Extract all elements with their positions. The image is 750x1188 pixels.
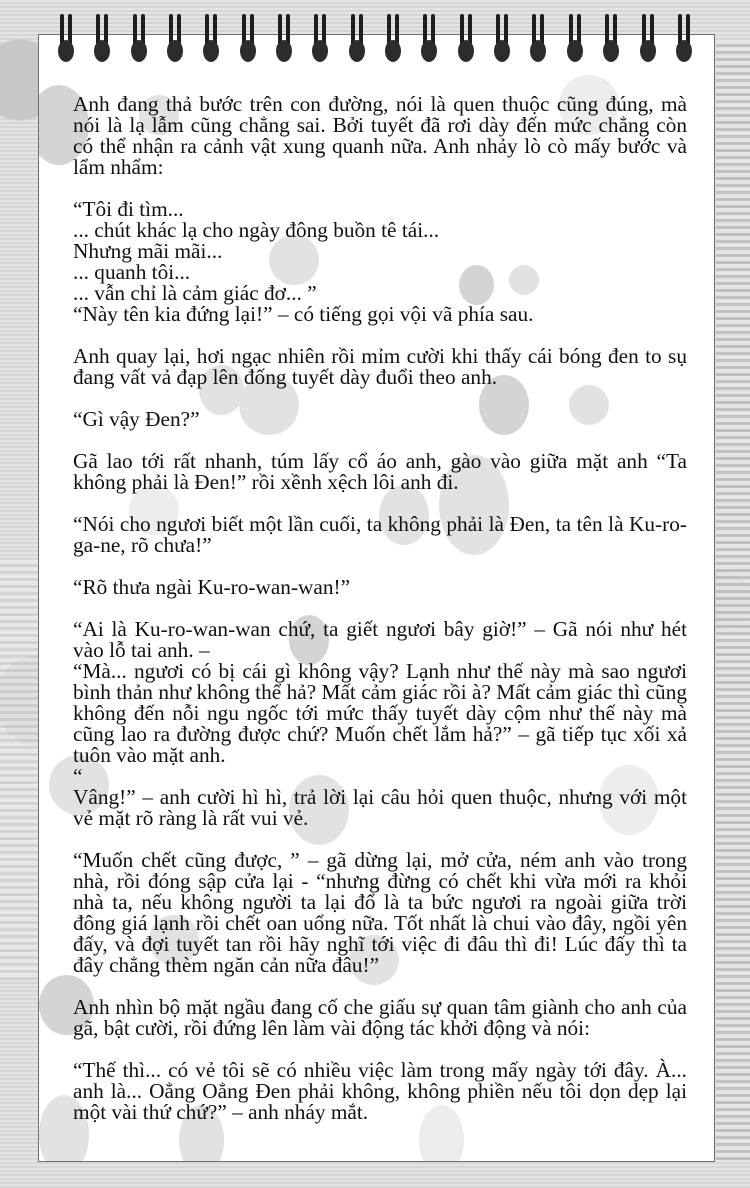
- screentone-strip-right: [716, 40, 750, 1160]
- dialogue-line: “Mà... ngươi có bị cái gì không vậy? Lạnh như thế này mà sao ngươi bình thản như không thể hả? Mất cảm giác rồi à? Mất cảm giác thì cũng không đến nỗi ngu ngốc tới mức thấy tuyết dày cộm như thế này mà cũng lao ra đường được chứ? Muốn chết lắm hả?” – gã tiếp tục xối xả tuôn vào mặt anh.: [73, 659, 687, 767]
- spiral-binding-ring-icon: [167, 14, 183, 64]
- paragraph-intro: Anh đang thả bước trên con đường, nói là quen thuộc cũng đúng, mà nói là lạ lẫm cũng chẳng sai. Bởi tuyết đã rơi dày đến mức chẳng còn có thể nhận ra cảnh vật xung quanh nữa. Anh nhảy lò cò mấy bước và lẩm nhẩm:: [73, 92, 687, 179]
- paragraph-song: [73, 199, 687, 325]
- spiral-binding-ring-icon: [421, 14, 437, 64]
- spiral-binding-ring-icon: [203, 14, 219, 64]
- dialogue-line: Vâng!” – anh cười hì hì, trả lời lại câu hỏi quen thuộc, nhưng với một vẻ mặt rõ ràng là rất vui vẻ.: [73, 785, 687, 830]
- dialogue-line: “Ai là Ku-ro-wan-wan chứ, ta giết ngươi bây giờ!” – Gã nói như hét vào lỗ tai anh. –: [73, 617, 687, 662]
- spiral-binding: [58, 14, 692, 64]
- spiral-binding-ring-icon: [94, 14, 110, 64]
- spiral-binding-ring-icon: [567, 14, 583, 64]
- song-line: ... quanh tôi...: [73, 260, 191, 284]
- paragraph-door: “Muốn chết cũng được, ” – gã dừng lại, mở cửa, ném anh vào trong nhà, rồi đóng sập cửa lại - “nhưng đừng có chết khi vừa mới ra khỏi nhà ta, nếu không người ta lại đổ là ta bức ngươi ra ngoài giữa trời đông giá lạnh rồi chết oan uổng nữa. Tốt nhất là chui vào đây, ngồi yên đấy, và đợi tuyết tan rồi hãy nghĩ tới việc đi đâu thì đi! Lúc đấy thì ta đây chẳng thèm ngăn cản nữa đâu!”: [73, 848, 687, 977]
- paragraph-laugh: Anh nhìn bộ mặt ngầu đang cố che giấu sự quan tâm giành cho anh của gã, bật cười, rồi đứng lên làm vài động tác khởi động và nói:: [73, 995, 687, 1040]
- paragraph-dialogue: “Nói cho ngươi biết một lần cuối, ta không phải là Đen, ta tên là Ku-ro-ga-ne, rõ chưa!”: [73, 512, 687, 557]
- spiral-binding-ring-icon: [240, 14, 256, 64]
- spiral-binding-ring-icon: [276, 14, 292, 64]
- spiral-binding-ring-icon: [58, 14, 74, 64]
- spiral-binding-ring-icon: [458, 14, 474, 64]
- spiral-binding-ring-icon: [640, 14, 656, 64]
- paragraph-scolding: [73, 619, 687, 829]
- song-line: “Tôi đi tìm...: [73, 197, 184, 221]
- paragraph-turn-around: Anh quay lại, hơi ngạc nhiên rồi mỉm cười khi thấy cái bóng đen to sụ đang vất vả đạp lên đống tuyết dày đuổi theo anh.: [73, 344, 687, 389]
- song-line: ... vẫn chỉ là cảm giác đơ... ”: [73, 281, 317, 305]
- paragraph-grab: Gã lao tới rất nhanh, túm lấy cổ áo anh, gào vào giữa mặt anh “Ta không phải là Đen!” rồi xềnh xệch lôi anh đi.: [73, 449, 687, 494]
- paragraph-dialogue: “Gì vậy Đen?”: [73, 407, 200, 431]
- spiral-binding-ring-icon: [494, 14, 510, 64]
- spiral-binding-ring-icon: [131, 14, 147, 64]
- dialogue-line: “: [73, 764, 83, 788]
- spiral-binding-ring-icon: [385, 14, 401, 64]
- spiral-binding-ring-icon: [603, 14, 619, 64]
- paragraph-dialogue: “Rõ thưa ngài Ku-ro-wan-wan!”: [73, 575, 351, 599]
- screentone-strip-left: [0, 560, 38, 980]
- song-line: Nhưng mãi mãi...: [73, 239, 223, 263]
- dialogue-line: “Này tên kia đứng lại!” – có tiếng gọi vội vã phía sau.: [73, 302, 534, 326]
- paragraph-closing: “Thế thì... có vẻ tôi sẽ có nhiều việc làm trong mấy ngày tới đây. À... anh là... Oẳng Oẳng Đen phải không, không phiền nếu tôi dọn dẹp lại một vài thứ chứ?” – anh nháy mắt.: [73, 1058, 687, 1124]
- spiral-binding-ring-icon: [676, 14, 692, 64]
- spiral-binding-ring-icon: [530, 14, 546, 64]
- story-text: [73, 94, 687, 1144]
- spiral-binding-ring-icon: [312, 14, 328, 64]
- song-line: ... chút khác lạ cho ngày đông buồn tê tái...: [73, 218, 440, 242]
- spiral-binding-ring-icon: [349, 14, 365, 64]
